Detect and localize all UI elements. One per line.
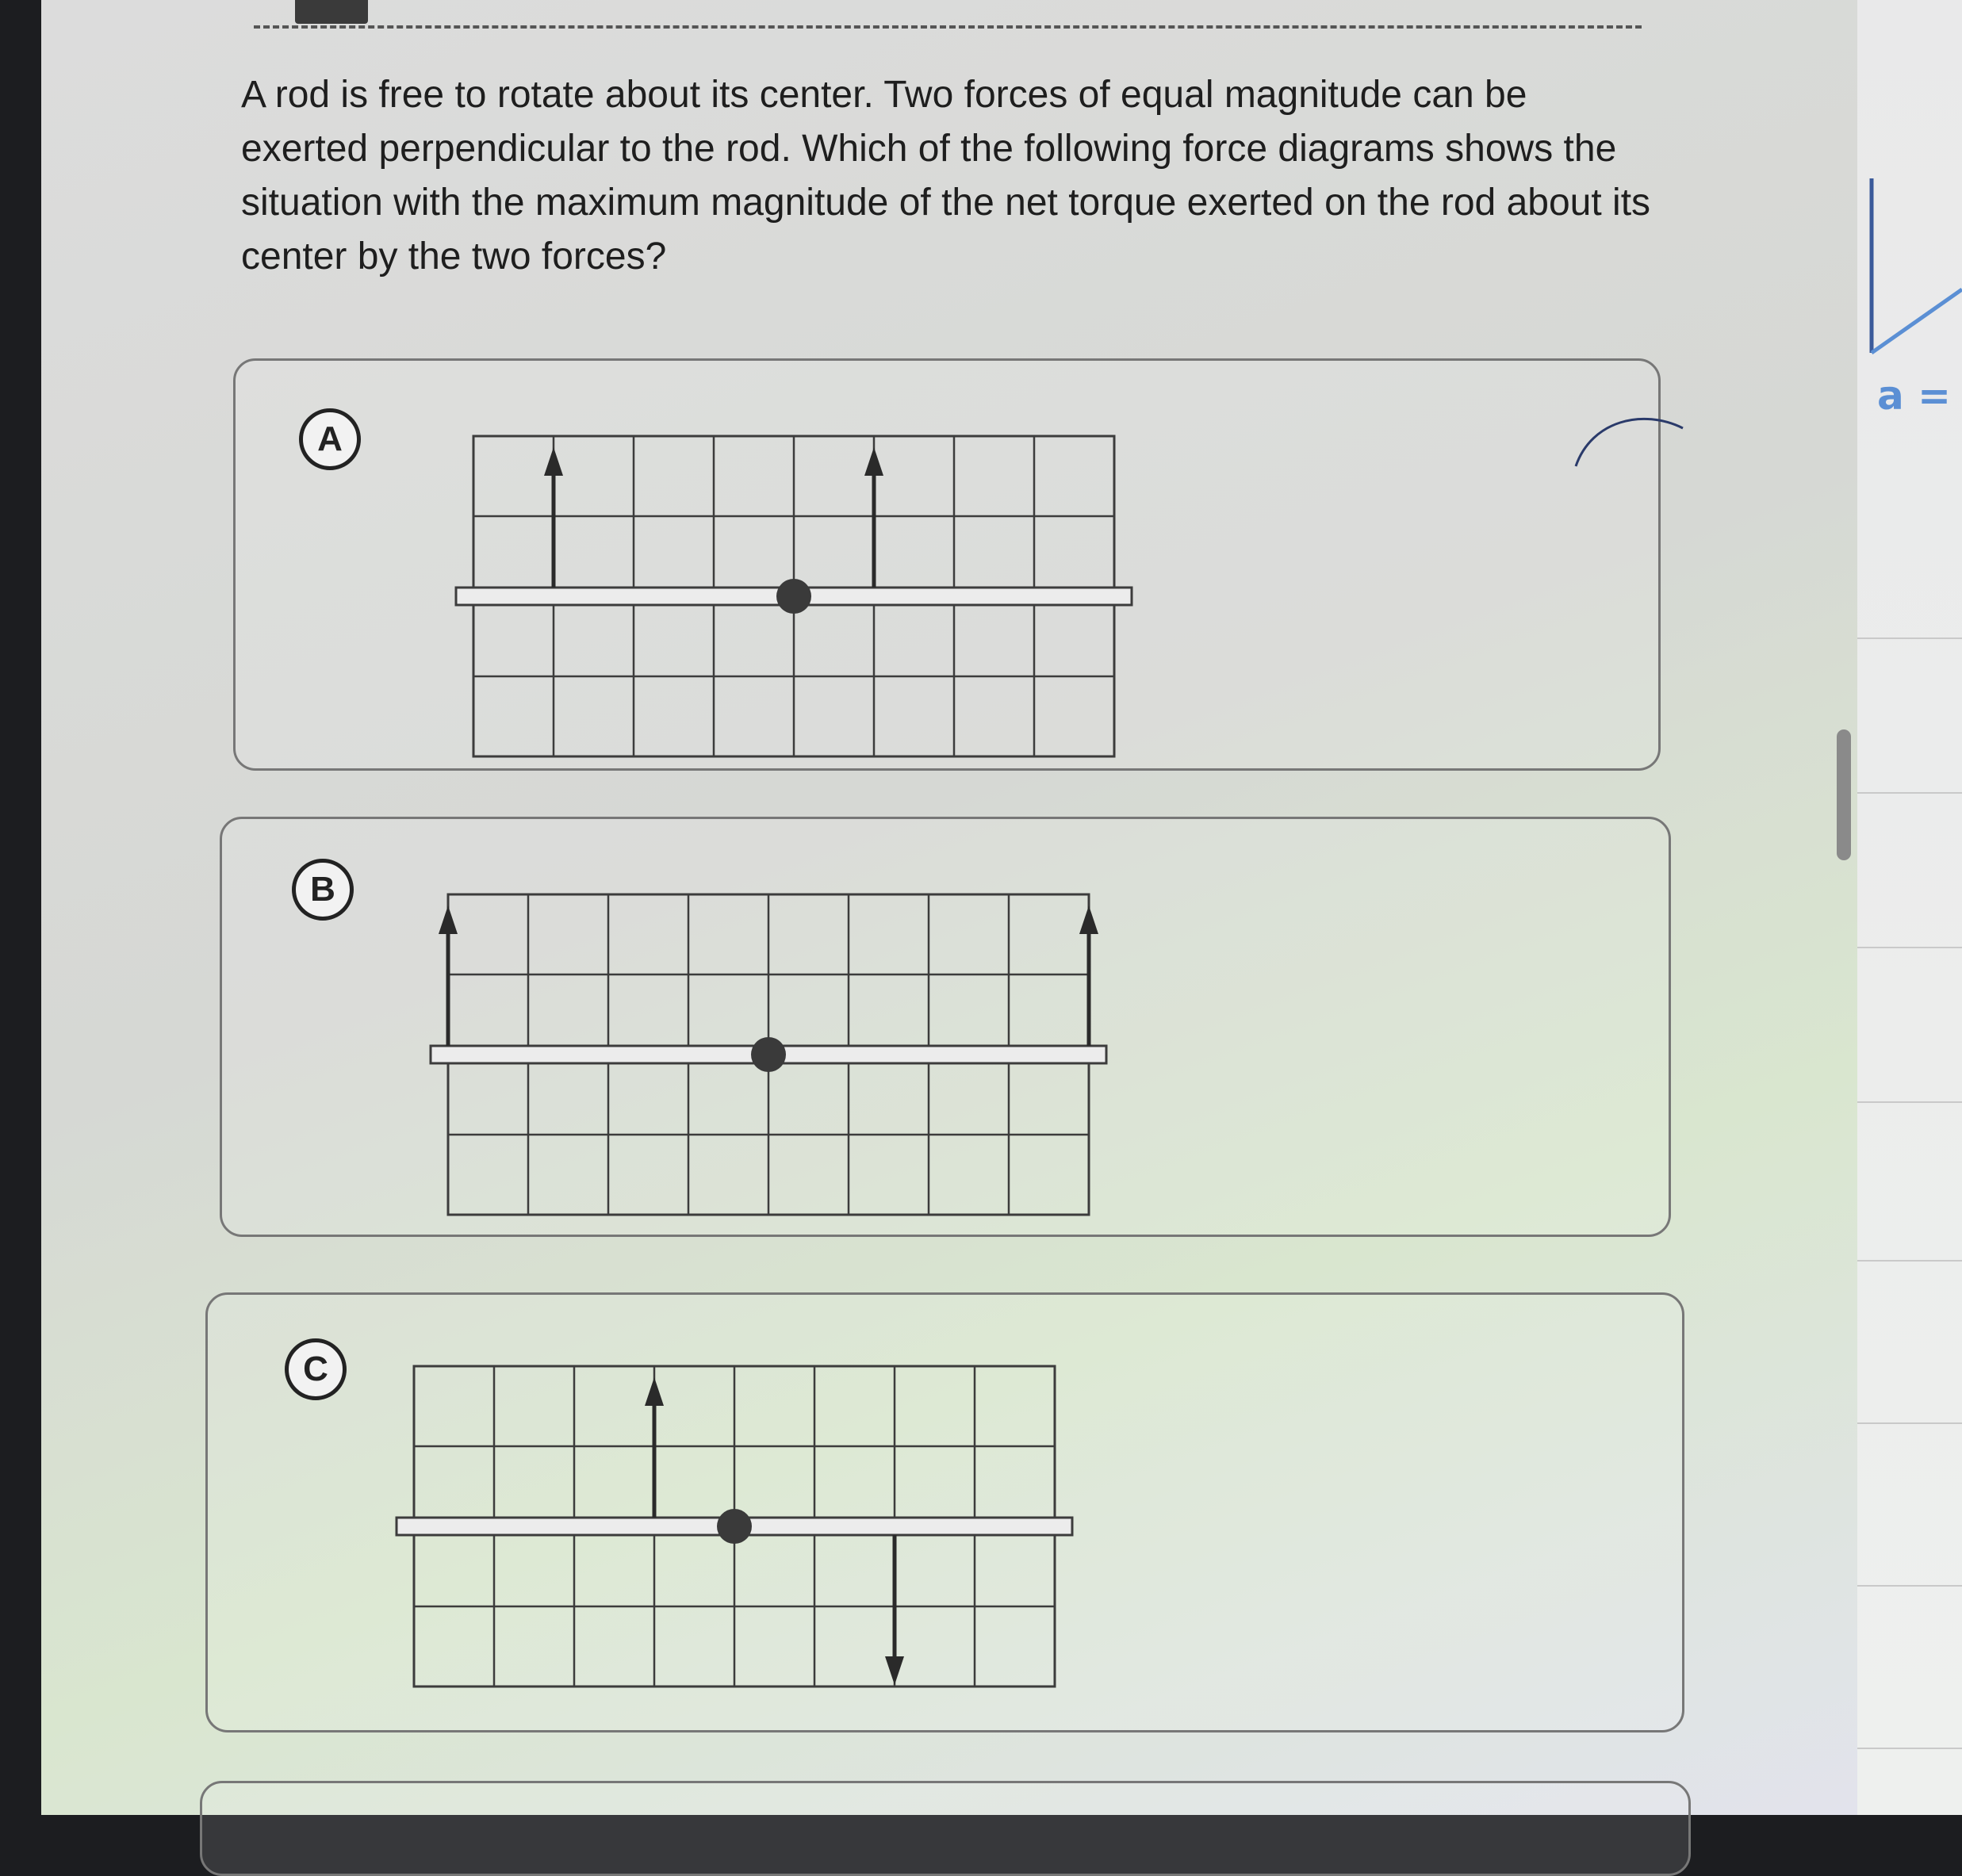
pivot <box>751 1037 786 1072</box>
force-arrowhead-up <box>1079 905 1098 934</box>
pivot <box>717 1509 752 1544</box>
answer-option-d-partial[interactable] <box>200 1781 1691 1876</box>
force-arrowhead-up <box>645 1377 664 1406</box>
force-diagram-c <box>390 1334 1079 1718</box>
pen-annotation <box>1572 404 1691 468</box>
option-letter-c: C <box>285 1338 347 1400</box>
force-arrowhead-up <box>439 905 458 934</box>
force-diagram-a <box>450 404 1138 788</box>
side-notes-pane <box>1857 0 1962 1815</box>
answer-option-a[interactable] <box>233 358 1661 771</box>
toolbar-strip <box>254 0 1642 32</box>
force-arrowhead-up <box>544 447 563 476</box>
toolbar-tab[interactable] <box>295 0 368 24</box>
answer-option-c[interactable] <box>205 1292 1684 1732</box>
screen <box>41 0 1857 1815</box>
diagram-body <box>456 436 1132 756</box>
scrollbar-thumb[interactable] <box>1837 729 1851 860</box>
diagram-body <box>431 894 1106 1215</box>
divider <box>254 25 1642 29</box>
force-arrowhead-down <box>885 1656 904 1685</box>
pivot <box>776 579 811 614</box>
question-text: A rod is free to rotate about its center. Two forces of equal magnitude can be exerted perpendicular to the rod. Which of the following force diagrams shows the situation with the maximum magnitude of the net torque exerted on the rod about its center by the two forces? <box>241 74 1651 278</box>
force-arrowhead-up <box>864 447 883 476</box>
option-letter-a: A <box>299 408 361 470</box>
diagram-body <box>397 1366 1072 1686</box>
force-diagram-b <box>424 863 1113 1246</box>
answer-option-b[interactable] <box>220 817 1671 1237</box>
notes-text: a = <box>1877 373 1952 419</box>
notes-sketch <box>1857 0 1962 1815</box>
option-letter-b: B <box>292 859 354 921</box>
